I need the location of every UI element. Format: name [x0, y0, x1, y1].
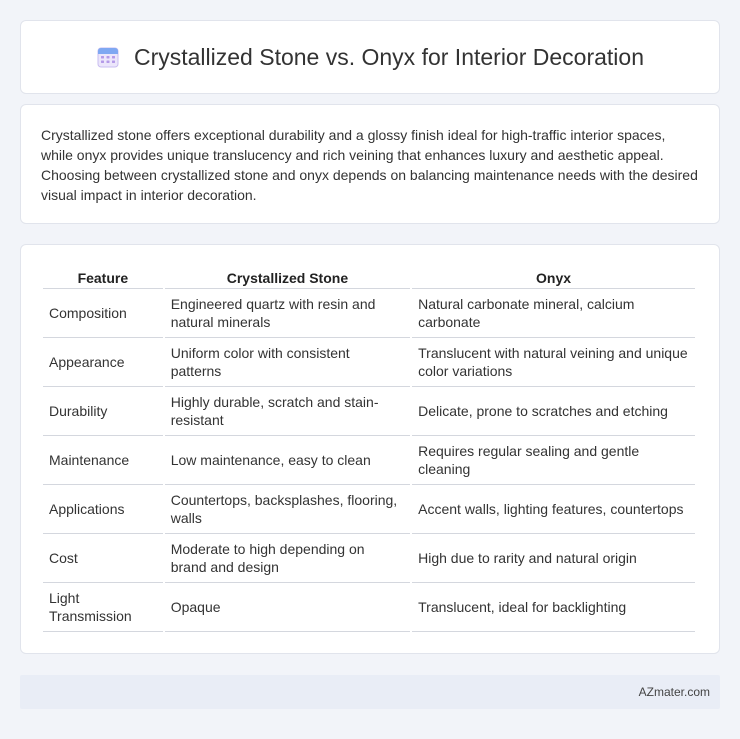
table-cell: Requires regular sealing and gentle cleaning: [412, 436, 695, 485]
comparison-table: [41, 265, 697, 632]
table-cell: Appearance: [43, 338, 163, 387]
table-cell: Light Transmission: [43, 583, 163, 632]
table-row: [43, 436, 695, 485]
table-cell: Engineered quartz with resin and natural minerals: [165, 289, 410, 338]
table-cell: Delicate, prone to scratches and etching: [412, 387, 695, 436]
column-header: Onyx: [412, 265, 695, 289]
table-cell: Natural carbonate mineral, calcium carbonate: [412, 289, 695, 338]
footer-brand[interactable]: AZmater.com: [638, 685, 710, 699]
table-row: [43, 289, 695, 338]
table-cell: Highly durable, scratch and stain-resistant: [165, 387, 410, 436]
title-card: [20, 20, 720, 94]
table-cell: Cost: [43, 534, 163, 583]
table-row: [43, 485, 695, 534]
table-cell: Countertops, backsplashes, flooring, walls: [165, 485, 410, 534]
table-cell: Maintenance: [43, 436, 163, 485]
table-cell: Translucent, ideal for backlighting: [412, 583, 695, 632]
table-cell: Low maintenance, easy to clean: [165, 436, 410, 485]
calendar-icon: [96, 45, 120, 69]
column-header: Crystallized Stone: [165, 265, 410, 289]
table-cell: Translucent with natural veining and unique color variations: [412, 338, 695, 387]
table-cell: High due to rarity and natural origin: [412, 534, 695, 583]
page-title: Crystallized Stone vs. Onyx for Interior Decoration: [133, 43, 645, 70]
description-text: Crystallized stone offers exceptional durability and a glossy finish ideal for high-traffic interior spaces, while onyx provides unique translucency and rich veining that enhances luxury and aesthetic appeal. Choosing between crystallized stone and onyx depends on balancing maintenance needs with the desired visual impact in interior decoration.: [41, 127, 698, 203]
table-row: [43, 583, 695, 632]
table-cell: Applications: [43, 485, 163, 534]
table-cell: Accent walls, lighting features, countertops: [412, 485, 695, 534]
table-cell: Opaque: [165, 583, 410, 632]
table-row: [43, 338, 695, 387]
table-cell: Durability: [43, 387, 163, 436]
table-row: [43, 387, 695, 436]
table-cell: Uniform color with consistent patterns: [165, 338, 410, 387]
table-header-row: [43, 265, 695, 289]
table-row: [43, 534, 695, 583]
footer: [20, 675, 720, 709]
table-cell: Composition: [43, 289, 163, 338]
description-card: [20, 104, 720, 224]
comparison-table-card: [20, 244, 720, 654]
column-header: Feature: [43, 265, 163, 289]
table-cell: Moderate to high depending on brand and design: [165, 534, 410, 583]
